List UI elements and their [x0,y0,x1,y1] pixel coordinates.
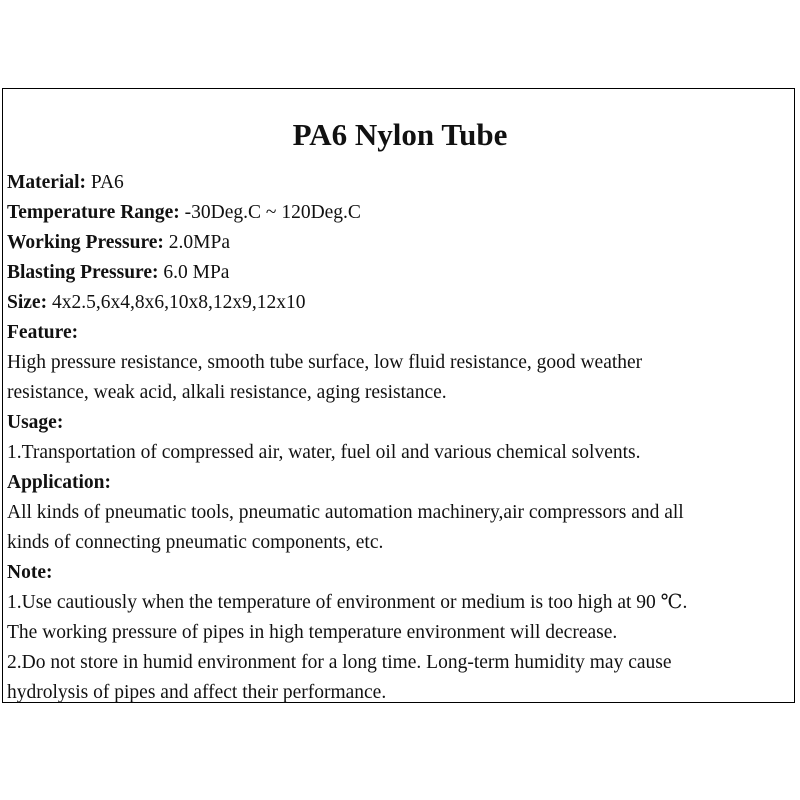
working-pressure-label: Working Pressure: [7,232,164,253]
application-heading: Application: [7,472,112,493]
note-line: hydrolysis of pipes and affect their performance. [7,682,387,703]
usage-line: 1.Transportation of compressed air, water, fuel oil and various chemical solvents. [7,442,641,463]
spec-content [7,168,795,708]
feature-line: resistance, weak acid, alkali resistance, aging resistance. [7,382,447,403]
size-row [7,288,795,318]
size-value: 4x2.5,6x4,8x6,10x8,12x9,12x10 [51,292,306,313]
feature-line: High pressure resistance, smooth tube surface, low fluid resistance, good weather [7,352,643,373]
working-pressure-value: 2.0MPa [168,232,230,253]
application-line: kinds of connecting pneumatic components, etc. [7,532,384,553]
temperature-row [7,198,795,228]
note-line: The working pressure of pipes in high temperature environment will decrease. [7,622,618,643]
material-value: PA6 [90,172,124,193]
application-line: All kinds of pneumatic tools, pneumatic automation machinery,air compressors and all [7,502,684,523]
material-label: Material: [7,172,87,193]
page-title: PA6 Nylon Tube [292,117,508,152]
size-label: Size: [7,292,48,313]
usage-heading: Usage: [7,412,64,433]
working-pressure-row [7,228,795,258]
feature-heading: Feature: [7,322,79,343]
note-line: 2.Do not store in humid environment for a long time. Long-term humidity may cause [7,652,672,673]
blasting-pressure-row [7,258,795,288]
note-heading: Note: [7,562,53,583]
blasting-pressure-value: 6.0 MPa [163,262,230,283]
note-line: 1.Use cautiously when the temperature of environment or medium is too high at 90 ℃. [7,592,688,613]
temperature-label: Temperature Range: [7,202,180,223]
blasting-pressure-label: Blasting Pressure: [7,262,159,283]
material-row [7,168,795,198]
temperature-value: -30Deg.C ~ 120Deg.C [184,202,361,223]
